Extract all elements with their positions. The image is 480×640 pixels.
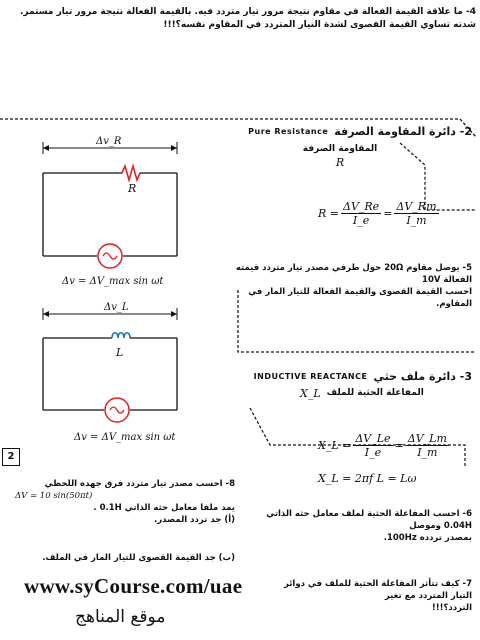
resistance-formula: R = $\frac{\Delta V\_Re}{I\_e}$ = $\frac{\Delta V\_Rm}{I\_m}$ <box>318 200 437 227</box>
resistor-symbol <box>122 166 140 180</box>
inductor-coil-icon <box>112 333 130 338</box>
section-3-title-en: INDUCTIVE REACTANCE <box>253 372 368 381</box>
resistance-box-label: المقاومة الصرفة <box>302 144 378 154</box>
inductor-label: L <box>116 346 124 359</box>
reactance-box-label: المفاعلة الحثية للملف <box>326 388 424 398</box>
question-7: 7- كيف تتأثر المفاعلة الحثية للملف في دوائر التيار المتردد مع تغير التردد؟!!! <box>283 579 472 613</box>
section-3-header <box>254 370 472 383</box>
resistor-circuit <box>40 138 180 293</box>
question-5: 5- يوصل مقاوم 20Ω حول طرفي مصدر تيار متردد قيمته الفعالة 10V احسب القيمة القصوى والقيمة الفعالة للتيار المار في المقاوم. <box>235 263 472 309</box>
section-2-header <box>248 125 472 138</box>
resistor-label: R <box>128 182 137 195</box>
resistance-box <box>280 143 400 169</box>
inductor-circuit <box>40 300 180 430</box>
inductor-voltage-label: Δv_L <box>104 302 129 313</box>
section-3-title: 3- دائرة ملف حثي <box>373 370 472 383</box>
question-4: 4- ما علاقة القيمة الفعالة في مقاوم نتيجة مرور تيار متردد فيه. بالقيمة الفعالة نتيجة مرور تيار مستمر. شدته تساوي القيمة القصوى لشدة التيار المتردد في المقاوم نفسه؟!!! <box>20 7 476 30</box>
section-2-title: 2- دائرة المقاومة الصرفة <box>334 125 472 138</box>
section-2-title-en: Pure Resistance <box>248 127 329 136</box>
reactance-box-symbol: X_L <box>300 387 321 400</box>
question-8-part-b: (ب) جد القيمة القصوى للتيار المار في الملف. <box>42 553 235 563</box>
inductor-source-equation: Δv = ΔV_max sin ωt <box>74 432 176 443</box>
resistor-source-equation: Δv = ΔV_max sin ωt <box>62 276 164 287</box>
site-name-arabic: موقع المناهج <box>75 607 166 627</box>
reactance-formula-2: X_L = 2πf L = Lω <box>318 472 417 485</box>
page-number: 2 <box>2 448 20 466</box>
resistance-box-symbol: R <box>335 156 345 169</box>
reactance-box <box>300 387 424 400</box>
resistor-voltage-label: Δv_R <box>96 136 122 147</box>
question-8: 8- احسب مصدر تيار متردد فرق جهده اللحظي ΔV = 10 sin(50πt) يمد ملفا معامل حثه الذاتي 0.1H . (أ) جد تردد المصدر. <box>15 479 235 525</box>
question-6: 6- احسب المفاعلة الحثية لملف معامل حثه الذاتي 0.04H وموصل بمصدر تردده 100Hz. <box>266 509 472 543</box>
website-watermark: www.syCourse.com/uae <box>24 574 243 598</box>
reactance-formula-1: X_L = $\frac{\Delta V\_Le}{I\_e}$ = $\frac{\Delta V\_Lm}{I\_m}$ <box>318 432 447 459</box>
